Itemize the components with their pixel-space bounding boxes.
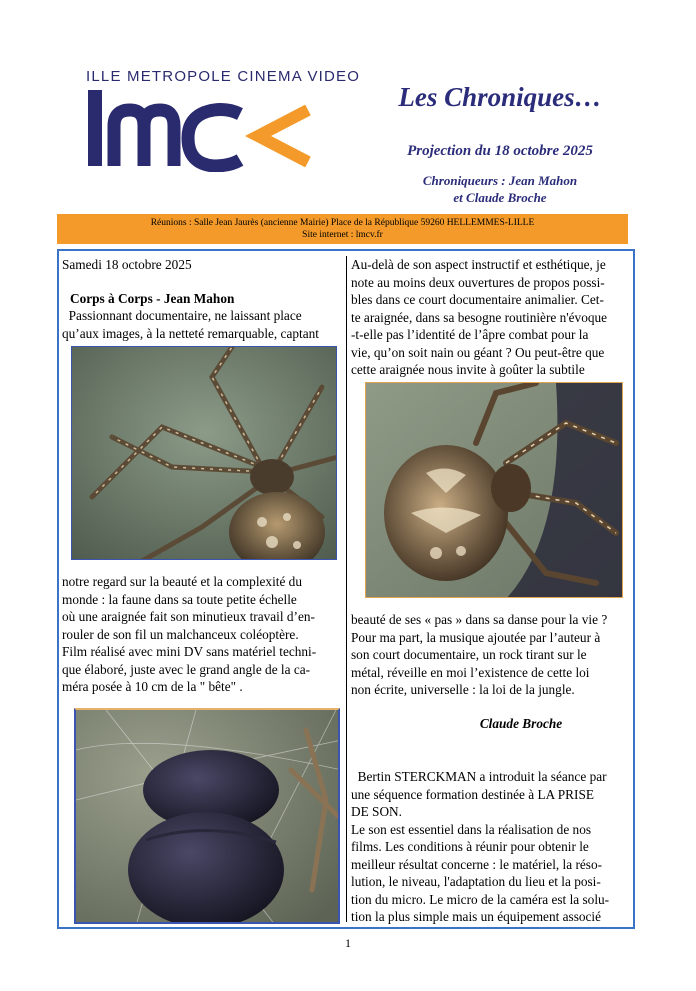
text-line: qu’aux images, à la netteté remarquable, captant [62,325,319,341]
text-line: que élaboré, juste avec le grand angle de la ca- [62,661,311,677]
text-line: te araignée, dans sa besogne routinière n'évoque [351,309,608,325]
text-line: lution, le niveau, l'adaptation du lieu et la posi- [351,874,601,889]
text-line: son court documentaire, un rock tirant sur le [351,647,587,662]
beetle-photo [74,708,340,924]
banner-website: Site internet : lmcv.fr [302,230,383,240]
spider-photo-1 [71,346,337,560]
article-date: Samedi 18 octobre 2025 [62,257,192,272]
text-line: métal, réveille en moi l’existence de cette loi [351,664,590,680]
page-number: 1 [345,936,351,950]
chroniqueurs-line1: Chroniqueurs : Jean Mahon [422,173,578,188]
text-line: rouler de son fil un malchanceux coléoptère. [62,626,299,642]
logo-tagline: ILLE METROPOLE CINEMA VIDEO [86,68,361,85]
text-line: non écrite, universelle : la loi de la jungle. [351,682,575,697]
text-line: DE SON. [351,804,402,819]
text-line: monde : la faune dans sa toute petite échelle [62,591,297,607]
right-para-2 [351,611,631,699]
article-heading: Corps à Corps - Jean Mahon [70,291,235,306]
text-line: notre regard sur la beauté et la complexité du [62,574,302,589]
info-banner [57,214,628,244]
text-line: où une araignée fait son minutieux travail d’en- [62,609,315,624]
text-line: une séquence formation destinée à LA PRISE [351,786,594,802]
left-para-1 [62,307,344,342]
banner-address: Réunions : Salle Jean Jaurès (ancienne Mairie) Place de la République 59260 HELLEMMES-LILLE [150,218,535,228]
chroniqueurs-line2: et Claude Broche [453,190,547,205]
text-line: vie, qu’on soit nain ou géant ? Ou peut-être que [351,344,605,360]
text-line: note au moins deux ouvertures de propos possi- [351,274,605,290]
text-line: Film réalisé avec mini DV sans matériel techni- [62,644,317,659]
signature: Claude Broche [479,716,563,731]
projection-date: Projection du 18 octobre 2025 [407,143,593,159]
text-line: films. Les conditions à réunir pour obtenir le [351,839,589,854]
page-title: Les Chroniques… [398,82,602,112]
text-line: méra posée à 10 cm de la " bête" . [62,679,243,694]
text-line: Passionnant documentaire, ne laissant place [62,308,302,323]
text-line: bles dans ce court documentaire animalier. Cet- [351,292,604,307]
text-line: Le son est essentiel dans la réalisation de nos [351,821,592,837]
text-line: cette araignée nous invite à goûter la subtile [351,362,585,377]
spider-photo-2 [365,382,623,598]
lmcv-logo [80,80,340,172]
text-line: -t-elle pas l’identité de l’âpre combat pour la [351,327,589,342]
right-para-1 [351,256,631,379]
text-line: Pour ma part, la musique ajoutée par l’auteur à [351,629,601,645]
chroniqueurs [360,172,640,206]
text-line: Bertin STERCKMAN a introduit la séance par [351,769,607,784]
text-line: beauté de ses « pas » dans sa danse pour la vie ? [351,612,608,627]
text-line: meilleur résultat concerne : le matériel, la réso- [351,856,603,872]
left-para-2 [62,573,344,696]
right-para-3 [351,768,631,926]
text-line: Au-delà de son aspect instructif et esthétique, je [351,257,606,272]
column-divider [346,256,347,922]
text-line: tion du micro. Le micro de la caméra est la solu- [351,891,610,907]
text-line: tion la plus simple mais un équipement associé [351,909,602,924]
